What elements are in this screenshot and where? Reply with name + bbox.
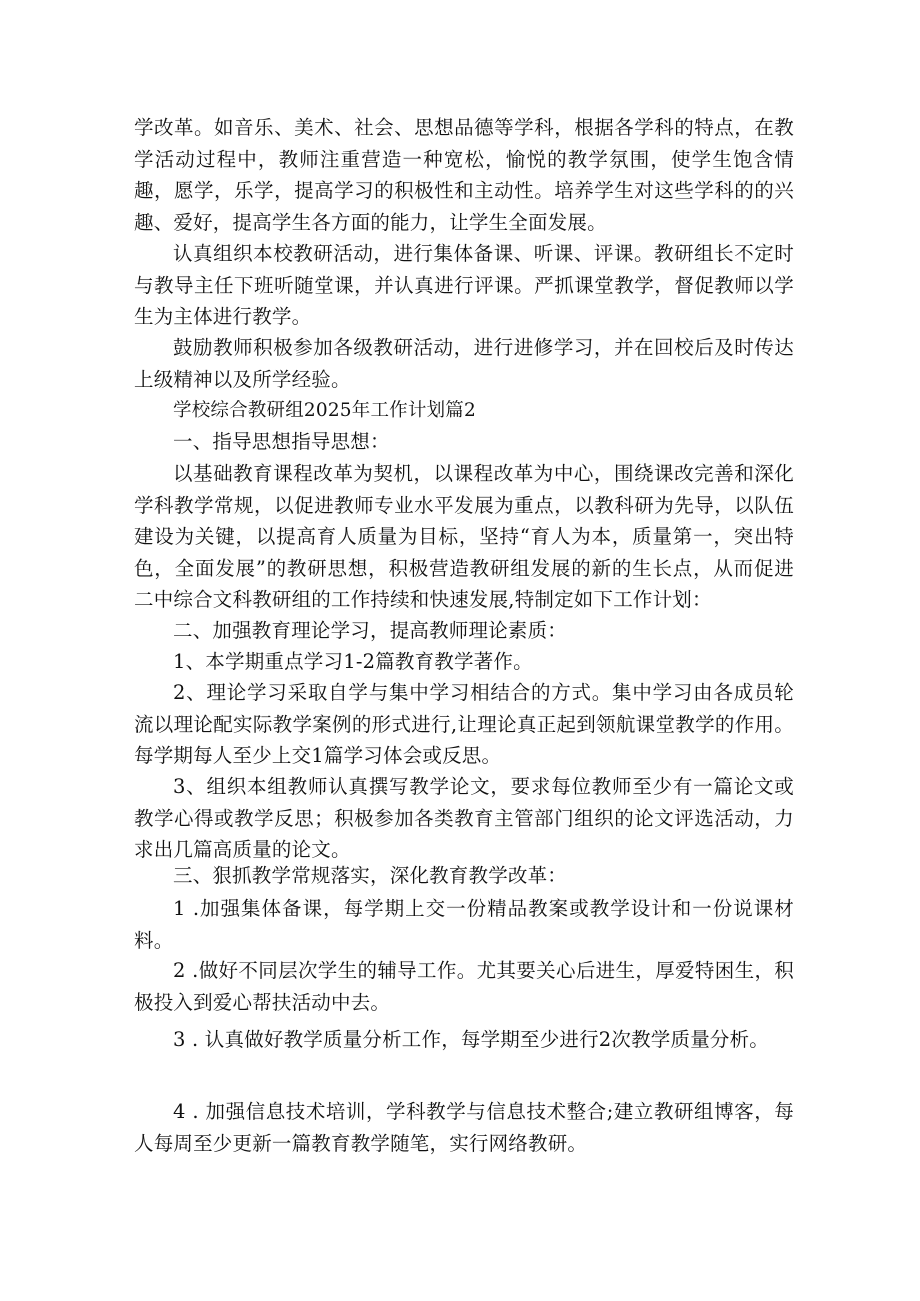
list-item-student-tutoring: 2 .做好不同层次学生的辅导工作。尤其要关心后进生，厚爱特困生，积极投入到爱心帮扶活动中去。 bbox=[134, 959, 794, 1014]
list-item-it-training: 4 . 加强信息技术培训，学科教学与信息技术整合;建立教研组博客，每人每周至少更新一篇教育教学随笔，实行网络教研。 bbox=[134, 1100, 794, 1155]
paragraph-encourage-teachers: 鼓励教师积极参加各级教研活动，进行进修学习，并在回校后及时传达上级精神以及所学经验。 bbox=[134, 336, 794, 391]
list-item-collective-preparation: 1 .加强集体备课，每学期上交一份精品教案或教学设计和一份说课材料。 bbox=[134, 897, 794, 952]
list-item-quality-analysis: 3 . 认真做好教学质量分析工作，每学期至少进行2次教学质量分析。 bbox=[173, 1028, 770, 1051]
list-item-3: 3、组织本组教师认真撰写教学论文，要求每位教师至少有一篇论文或教学心得或教学反思；积极参加各类教育主管部门组织的论文评选活动，力求出几篇高质量的论文。 bbox=[134, 775, 794, 861]
heading-guiding-ideology: 一、指导思想指导思想： bbox=[173, 430, 390, 453]
paragraph-guiding-ideology: 以基础教育课程改革为契机，以课程改革为中心，围绕课改完善和深化学科教学常规，以促进教师专业水平发展为重点，以教科研为先导，以队伍建设为关键，以提高育人质量为目标，坚持“育人为本，质量第一，突出特色，全面发展”的教研思想，积极营造教研组发展的新的生长点，从而促进二中综合文科教研组的工作持续和快速发展,特制定如下工作计划： bbox=[134, 462, 794, 611]
heading-theory-study: 二、加强教育理论学习，提高教师理论素质： bbox=[173, 619, 568, 642]
heading-teaching-routine: 三、狠抓教学常规落实，深化教育教学改革： bbox=[173, 864, 568, 887]
paragraph-teaching-research: 认真组织本校教研活动，进行集体备课、听课、评课。教研组长不定时与教导主任下班听随堂课，并认真进行评课。严抓课堂教学，督促教师以学生为主体进行教学。 bbox=[134, 242, 794, 328]
section-title-plan-2: 学校综合教研组2025年工作计划篇2 bbox=[173, 400, 476, 421]
list-item-1: 1、本学期重点学习1-2篇教育教学著作。 bbox=[173, 650, 533, 673]
paragraph-art-subjects: 学改革。如音乐、美术、社会、思想品德等学科，根据各学科的特点，在教学活动过程中，教师注重营造一种宽松，愉悦的教学氛围，使学生饱含情趣，愿学，乐学，提高学习的积极性和主动性。培养学生对这些学科的的兴趣、爱好，提高学生各方面的能力，让学生全面发展。 bbox=[134, 116, 794, 234]
list-item-2: 2、理论学习采取自学与集中学习相结合的方式。集中学习由各成员轮流以理论配实际教学案例的形式进行,让理论真正起到领航课堂教学的作用。每学期每人至少上交1篇学习体会或反思。 bbox=[134, 681, 794, 767]
